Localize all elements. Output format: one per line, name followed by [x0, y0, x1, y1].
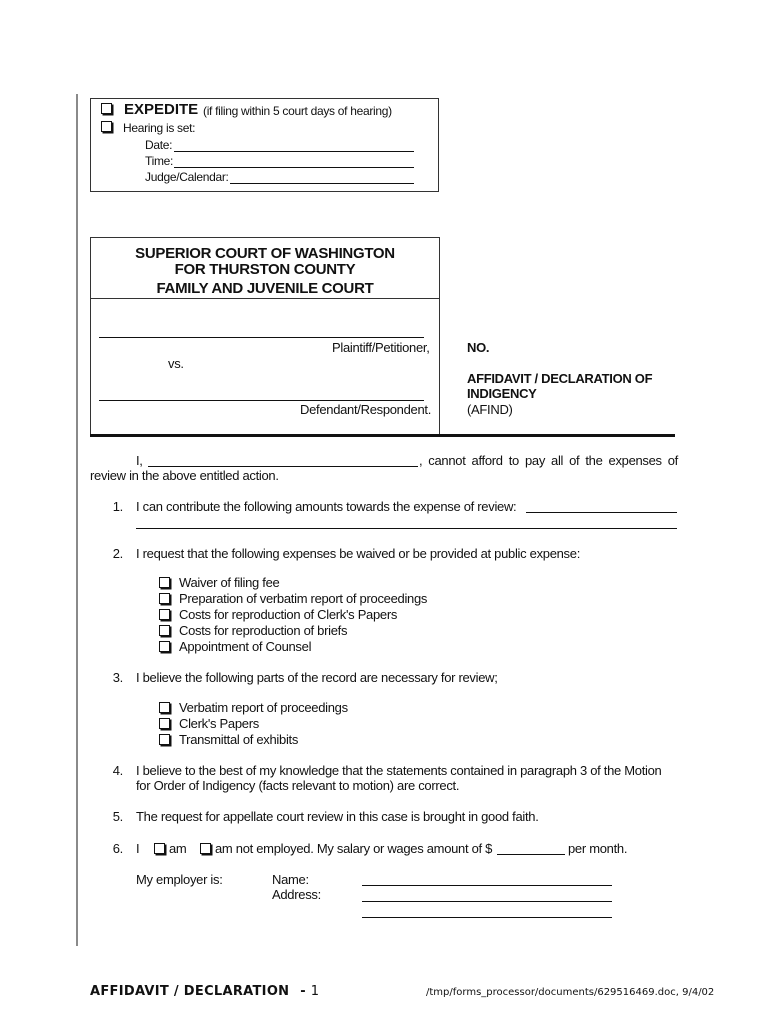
checkbox[interactable]	[159, 734, 170, 745]
per-month-label: per month.	[568, 841, 628, 856]
time-field[interactable]	[174, 167, 414, 168]
employer-address-field-1[interactable]	[362, 901, 612, 902]
option-label: Preparation of verbatim report of proceedings	[179, 591, 428, 606]
time-label: Time:	[145, 154, 174, 168]
footer-title-text: AFFIDAVIT / DECLARATION	[90, 984, 290, 999]
employer-label: My employer is:	[136, 872, 223, 887]
checkbox[interactable]	[159, 625, 170, 636]
document-title-line2: INDIGENCY	[467, 386, 537, 401]
item3-text: I believe the following parts of the record are necessary for review;	[136, 670, 498, 685]
intro-line2: review in the above entitled action.	[90, 468, 279, 483]
document-title-line1: AFFIDAVIT / DECLARATION OF	[467, 371, 653, 386]
declarant-name-field[interactable]	[148, 466, 418, 467]
defendant-label: Defendant/Respondent.	[300, 402, 432, 417]
item2-number: 2.	[112, 546, 123, 561]
not-employed-label: am not employed. My salary or wages amount of $	[215, 841, 493, 856]
plaintiff-label: Plaintiff/Petitioner,	[332, 340, 430, 355]
option-label: Verbatim report of proceedings	[179, 700, 348, 715]
date-field[interactable]	[174, 151, 414, 152]
hearing-checkbox[interactable]	[101, 121, 112, 132]
caption-rule	[90, 434, 675, 437]
checkbox[interactable]	[159, 593, 170, 604]
case-number-label: NO.	[467, 340, 490, 355]
option-clerks-papers-costs[interactable]	[159, 607, 427, 623]
item3-number: 3.	[112, 670, 123, 685]
item6-i: I	[136, 841, 140, 856]
record-parts-list	[159, 700, 348, 748]
expedite-note: (if filing within 5 court days of hearing)	[203, 104, 392, 118]
employer-name-label: Name:	[272, 872, 309, 887]
option-label: Transmittal of exhibits	[179, 732, 299, 747]
checkbox[interactable]	[159, 702, 170, 713]
page-number: 1	[310, 984, 320, 999]
waived-expenses-list	[159, 575, 427, 655]
option-label: Clerk's Papers	[179, 716, 259, 731]
footer-file-path: /tmp/forms_processor/documents/629516469.doc, 9/4/02	[426, 987, 715, 998]
contribution-amount-field-2[interactable]	[136, 528, 677, 529]
item4-number: 4.	[112, 763, 123, 778]
option-label: Waiver of filing fee	[179, 575, 280, 590]
date-label: Date:	[145, 138, 173, 152]
option-label: Costs for reproduction of Clerk's Papers	[179, 607, 398, 622]
item2-text: I request that the following expenses be waived or be provided at public expense:	[136, 546, 580, 561]
defendant-name-field[interactable]	[99, 400, 424, 401]
option-transmittal-exhibits[interactable]	[159, 732, 348, 748]
checkbox[interactable]	[159, 641, 170, 652]
item1-text: I can contribute the following amounts towards the expense of review:	[136, 499, 517, 514]
vs-label: vs.	[168, 356, 184, 371]
option-briefs-costs[interactable]	[159, 623, 427, 639]
footer-dash: -	[300, 984, 306, 999]
option-verbatim-report-prep[interactable]	[159, 591, 427, 607]
contribution-amount-field[interactable]	[526, 512, 677, 513]
employed-checkbox[interactable]	[154, 843, 165, 854]
option-waiver-filing-fee[interactable]	[159, 575, 427, 591]
option-clerks-papers[interactable]	[159, 716, 348, 732]
checkbox[interactable]	[159, 577, 170, 588]
item4-line2: for Order of Indigency (facts relevant to motion) are correct.	[136, 778, 460, 793]
item5-text: The request for appellate court review in this case is brought in good faith.	[136, 809, 539, 824]
item5-number: 5.	[112, 809, 123, 824]
item6-number: 6.	[112, 841, 123, 856]
caption-divider	[90, 298, 440, 299]
plaintiff-name-field[interactable]	[99, 337, 424, 338]
employed-label: am	[169, 841, 187, 856]
left-margin-bar	[76, 94, 78, 946]
option-label: Appointment of Counsel	[179, 639, 312, 654]
employer-name-field[interactable]	[362, 885, 612, 886]
employer-address-label: Address:	[272, 887, 321, 902]
judge-field[interactable]	[230, 183, 414, 184]
court-county: FOR THURSTON COUNTY	[174, 261, 356, 278]
court-name: SUPERIOR COURT OF WASHINGTON	[135, 245, 395, 262]
checkbox[interactable]	[159, 718, 170, 729]
item4-line1: I believe to the best of my knowledge that the statements contained in paragraph 3 of the Motion	[136, 763, 662, 778]
salary-amount-field[interactable]	[497, 854, 565, 855]
not-employed-checkbox[interactable]	[200, 843, 211, 854]
option-appointment-counsel[interactable]	[159, 639, 427, 655]
employer-address-field-2[interactable]	[362, 917, 612, 918]
hearing-label: Hearing is set:	[123, 121, 196, 135]
court-division: FAMILY AND JUVENILE COURT	[156, 280, 374, 297]
footer-title	[90, 984, 319, 999]
checkbox[interactable]	[159, 609, 170, 620]
option-label: Costs for reproduction of briefs	[179, 623, 348, 638]
item1-number: 1.	[112, 499, 123, 514]
option-verbatim-report[interactable]	[159, 700, 348, 716]
intro-suffix: , cannot afford to pay all of the expenses of	[419, 453, 678, 468]
document-code: (AFIND)	[467, 402, 513, 417]
intro-prefix: I,	[136, 453, 143, 468]
judge-label: Judge/Calendar:	[145, 170, 229, 184]
expedite-checkbox[interactable]	[101, 103, 112, 114]
expedite-title: EXPEDITE	[124, 101, 199, 118]
